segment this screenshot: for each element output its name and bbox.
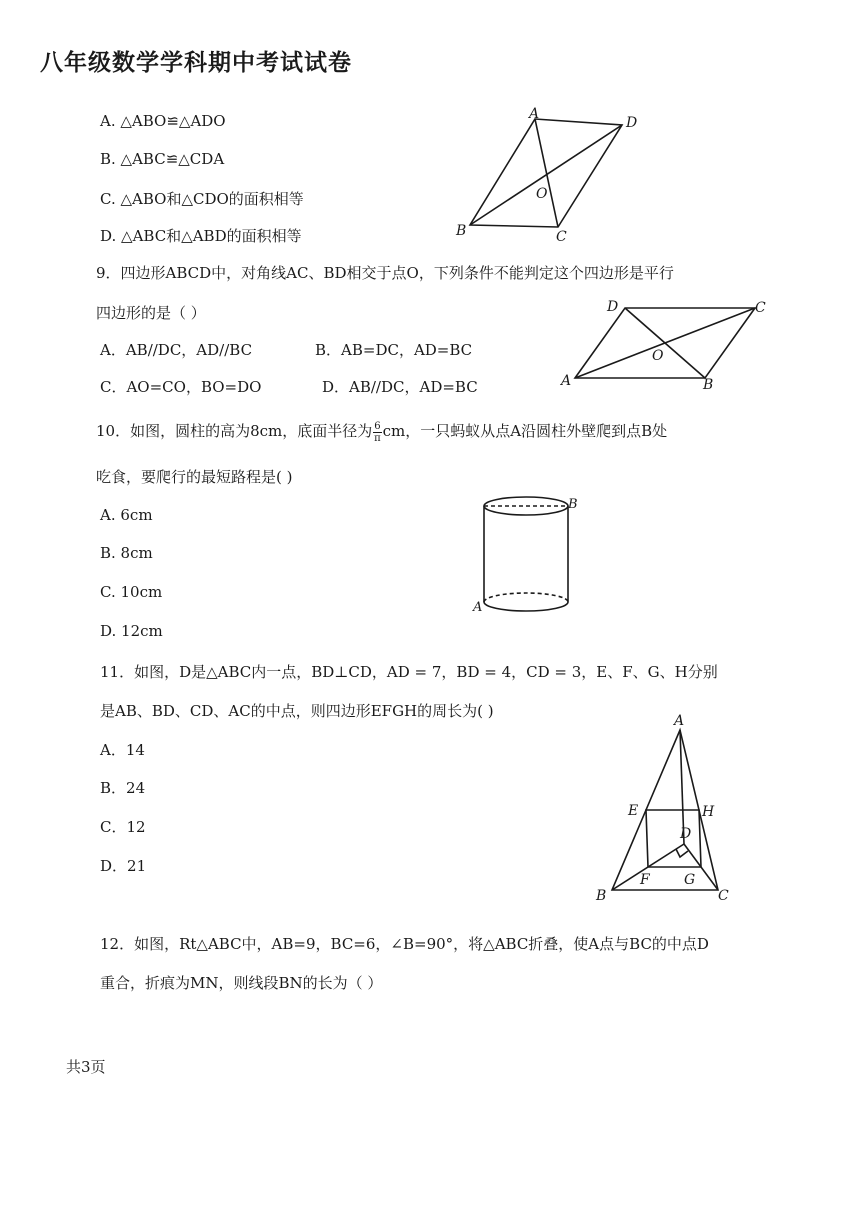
q11-option-d: D．21 [100,857,147,875]
q11-right-angle-mark [676,849,688,857]
q10-option-c: C. 10cm [100,583,163,601]
q8-label-o: O [536,186,548,202]
q10-stem-line1 [96,420,667,444]
q8-label-a: A [529,106,540,122]
q11-label-a: A [674,713,685,729]
page-footer [36,1056,106,1077]
page-count: 共3页 [66,1058,106,1076]
q11-label-g: G [684,872,696,888]
q10-cylinder-bottom-front [484,602,568,611]
q11-label-b: B [596,888,607,904]
q8-label-c: C [556,229,567,245]
q8-parallelogram-figure [450,105,650,249]
q11-triangle-figure [590,710,750,914]
q8-option-c: C. △ABO和△CDO的面积相等 [100,190,304,208]
q9-label-c: C [755,300,766,316]
q11-stem-line2: 是AB、BD、CD、AC的中点，则四边形EFGH的周长为( ) [100,702,494,720]
q12-stem-line2: 重合，折痕为MN，则线段BN的长为（ ） [100,974,383,992]
q10-cylinder-figure [470,490,590,624]
q10-stem-pre: 10．如图，圆柱的高为8cm，底面半径为 [96,422,373,440]
q8-label-d: D [626,115,638,131]
q9-label-b: B [703,377,714,393]
q8-label-b: B [456,223,467,239]
q10-fraction-numerator: 6 [374,420,381,432]
q10-stem-line2: 吃食，要爬行的最短路程是( ) [96,468,293,486]
q10-option-a: A. 6cm [100,506,153,524]
q11-option-a: A．14 [100,741,145,759]
q12-stem-line1: 12．如图，Rt△ABC中，AB=9，BC=6，∠B=90°，将△ABC折叠，使A点与BC的中点D [100,935,709,953]
q9-stem-line2: 四边形的是（ ） [96,304,206,322]
q10-cylinder-bottom-back [484,593,568,602]
q9-diagonal-ac [575,308,755,378]
q10-label-b: B [568,497,578,512]
q10-stem-post: cm，一只蚂蚁从点A沿圆柱外壁爬到点B处 [382,422,668,440]
q8-option-d: D. △ABC和△ABD的面积相等 [100,227,302,245]
q9-parallelogram-figure [555,292,785,406]
q9-label-d: D [607,299,619,315]
q11-label-d: D [680,826,692,842]
q9-option-c: C．AO=CO，BO=DO [100,378,262,396]
q11-label-e: E [628,803,639,819]
q8-diagonal-bd [470,125,622,225]
q10-label-a: A [473,600,483,615]
q9-label-a: A [561,373,572,389]
q11-quadrilateral-efgh [646,810,701,867]
q11-stem-line1: 11．如图，D是△ABC内一点，BD⊥CD，AD = 7，BD = 4，CD = 3，E、F、G、H分别 [100,663,718,681]
q8-option-b: B. △ABC≌△CDA [100,150,225,168]
q9-option-d: D．AB//DC，AD=BC [322,378,478,396]
q9-option-b: B．AB=DC，AD=BC [315,341,473,359]
q11-option-b: B．24 [100,779,146,797]
q10-option-b: B. 8cm [100,544,153,562]
q8-diagonal-ac [535,119,558,227]
q10-option-d: D. 12cm [100,622,163,640]
q8-option-a: A. △ABO≌△ADO [100,112,226,130]
q9-stem-line1: 9．四边形ABCD中，对角线AC、BD相交于点O，下列条件不能判定这个四边形是平行 [96,264,674,282]
q11-label-h: H [702,804,715,820]
page-title: 八年级数学学科期中考试试卷 [40,50,352,76]
q11-label-c: C [718,888,729,904]
q10-fraction-denominator: π [374,432,381,444]
q10-fraction [373,421,381,444]
q9-label-o: O [652,348,664,364]
q11-option-c: C．12 [100,818,146,836]
q9-option-a: A．AB//DC，AD//BC [100,341,253,359]
q11-label-f: F [640,872,650,888]
